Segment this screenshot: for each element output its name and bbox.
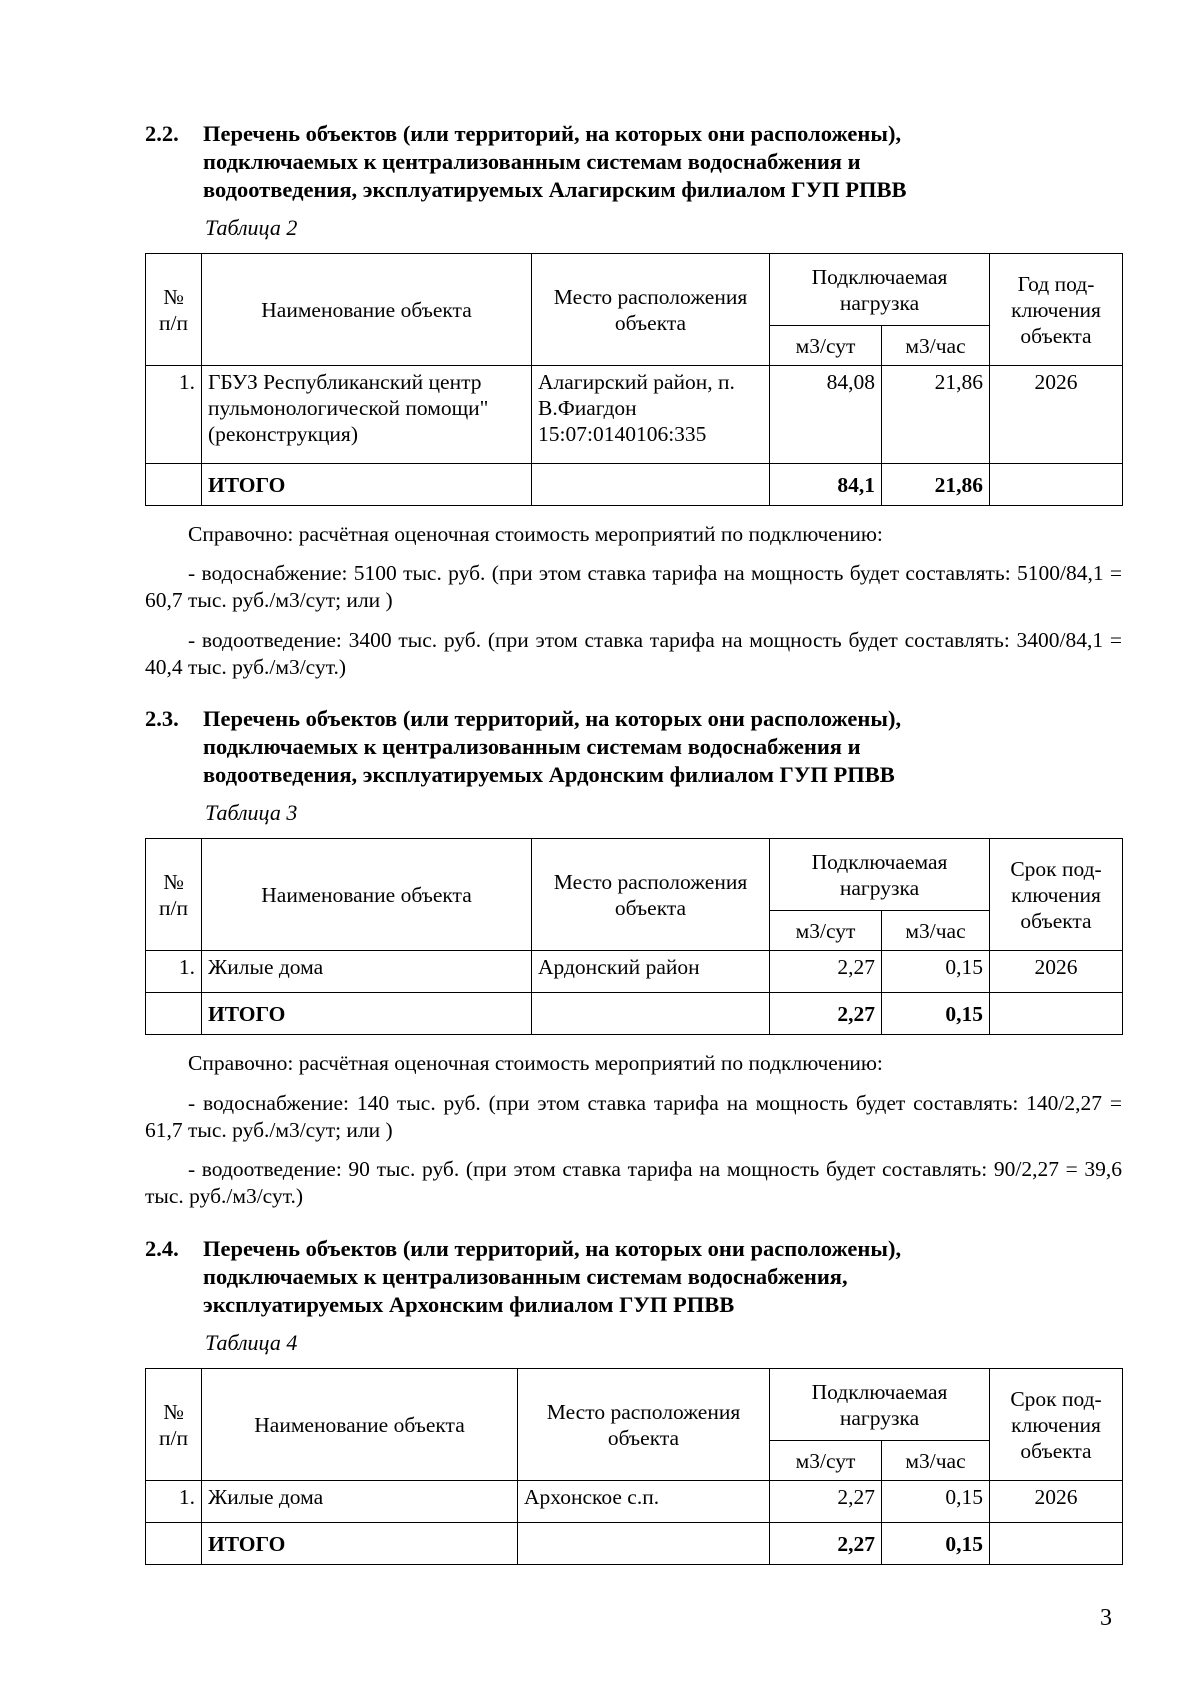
col-header-m3-hour: м3/час <box>882 911 990 951</box>
section-title: Перечень объектов (или территорий, на которых они расположены), подключаемых к централизованным системам водоснабжения и водоотведения, эксплуатируемых Ардонским филиалом ГУП РПВВ <box>203 706 902 787</box>
col-header-m3-day: м3/сут <box>770 911 882 951</box>
row-place: Архонское с.п. <box>518 1481 770 1523</box>
col-header-name: Наименование объекта <box>202 254 532 366</box>
table-caption: Таблица 2 <box>205 215 298 240</box>
table-row <box>146 1481 1123 1523</box>
col-header-load: Подключаемая нагрузка <box>770 1369 990 1441</box>
section-number: 2.2. <box>145 121 179 146</box>
total-row <box>146 993 1123 1035</box>
row-year: 2026 <box>990 1481 1123 1523</box>
col-header-m3-day: м3/сут <box>770 1441 882 1481</box>
row-m3-day: 84,08 <box>770 366 882 464</box>
col-header-name: Наименование объекта <box>202 839 532 951</box>
col-header-num: № п/п <box>146 839 202 951</box>
note-drainage: - водоотведение: 3400 тыс. руб. (при этом ставка тарифа на мощность будет составлять: 3400/84,1 = 40,4 тыс. руб./м3/сут.) <box>145 628 1122 679</box>
objects-table-3 <box>145 838 1123 1035</box>
row-m3-hour: 21,86 <box>882 366 990 464</box>
total-label: ИТОГО <box>202 464 532 506</box>
col-header-year: Год под-ключения объекта <box>990 254 1123 366</box>
total-m3-day: 84,1 <box>770 464 882 506</box>
section-2-4-heading <box>145 1235 1120 1319</box>
table-caption: Таблица 4 <box>205 1330 298 1355</box>
col-header-num: № п/п <box>146 1369 202 1481</box>
total-m3-hour: 21,86 <box>882 464 990 506</box>
col-header-m3-day: м3/сут <box>770 326 882 366</box>
row-m3-day: 2,27 <box>770 1481 882 1523</box>
note-drainage: - водоотведение: 90 тыс. руб. (при этом ставка тарифа на мощность будет составлять: 90/2,27 = 39,6 тыс. руб./м3/сут.) <box>145 1157 1122 1208</box>
col-header-place: Место расположения объекта <box>532 254 770 366</box>
col-header-place: Место расположения объекта <box>532 839 770 951</box>
section-number: 2.3. <box>145 706 179 731</box>
table-caption: Таблица 3 <box>205 800 298 825</box>
section-2-2-heading <box>145 120 1120 204</box>
table-row <box>146 366 1123 464</box>
total-m3-day: 2,27 <box>770 993 882 1035</box>
row-name: ГБУЗ Республиканский центр пульмонологической помощи" (реконструкция) <box>202 366 532 464</box>
col-header-name: Наименование объекта <box>202 1369 518 1481</box>
row-m3-hour: 0,15 <box>882 951 990 993</box>
row-name: Жилые дома <box>202 951 532 993</box>
row-place: Ардонский район <box>532 951 770 993</box>
row-num: 1. <box>146 1481 202 1523</box>
col-header-year: Срок под-ключения объекта <box>990 839 1123 951</box>
col-header-m3-hour: м3/час <box>882 1441 990 1481</box>
row-year: 2026 <box>990 366 1123 464</box>
total-label: ИТОГО <box>202 993 532 1035</box>
total-row <box>146 1523 1123 1565</box>
row-m3-hour: 0,15 <box>882 1481 990 1523</box>
note-water-supply: - водоснабжение: 5100 тыс. руб. (при этом ставка тарифа на мощность будет составлять: 5100/84,1 = 60,7 тыс. руб./м3/сут; или ) <box>145 561 1122 612</box>
total-m3-hour: 0,15 <box>882 993 990 1035</box>
col-header-num: № п/п <box>146 254 202 366</box>
total-label: ИТОГО <box>202 1523 518 1565</box>
page-number: 3 <box>1100 1605 1112 1631</box>
row-num: 1. <box>146 366 202 464</box>
total-m3-day: 2,27 <box>770 1523 882 1565</box>
section-title: Перечень объектов (или территорий, на которых они расположены), подключаемых к централизованным системам водоснабжения и водоотведения, эксплуатируемых Алагирским филиалом ГУП РПВВ <box>203 121 907 202</box>
objects-table-2 <box>145 253 1123 506</box>
row-num: 1. <box>146 951 202 993</box>
row-m3-day: 2,27 <box>770 951 882 993</box>
col-header-place: Место расположения объекта <box>518 1369 770 1481</box>
note-reference: Справочно: расчётная оценочная стоимость мероприятий по подключению: <box>188 522 883 546</box>
section-2-3-heading <box>145 705 1120 789</box>
col-header-year: Срок под-ключения объекта <box>990 1369 1123 1481</box>
note-water-supply: - водоснабжение: 140 тыс. руб. (при этом ставка тарифа на мощность будет составлять: 140/2,27 = 61,7 тыс. руб./м3/сут; или ) <box>145 1091 1122 1142</box>
section-number: 2.4. <box>145 1236 179 1261</box>
row-year: 2026 <box>990 951 1123 993</box>
note-reference: Справочно: расчётная оценочная стоимость мероприятий по подключению: <box>188 1051 883 1075</box>
row-name: Жилые дома <box>202 1481 518 1523</box>
objects-table-4 <box>145 1368 1123 1565</box>
col-header-load: Подключаемая нагрузка <box>770 839 990 911</box>
table-row <box>146 951 1123 993</box>
col-header-load: Подключаемая нагрузка <box>770 254 990 326</box>
total-m3-hour: 0,15 <box>882 1523 990 1565</box>
col-header-m3-hour: м3/час <box>882 326 990 366</box>
section-title: Перечень объектов (или территорий, на которых они расположены), подключаемых к централизованным системам водоснабжения, эксплуатируемых Архонским филиалом ГУП РПВВ <box>203 1236 902 1317</box>
row-place: Алагирский район, п. В.Фиагдон 15:07:0140106:335 <box>532 366 770 464</box>
total-row <box>146 464 1123 506</box>
